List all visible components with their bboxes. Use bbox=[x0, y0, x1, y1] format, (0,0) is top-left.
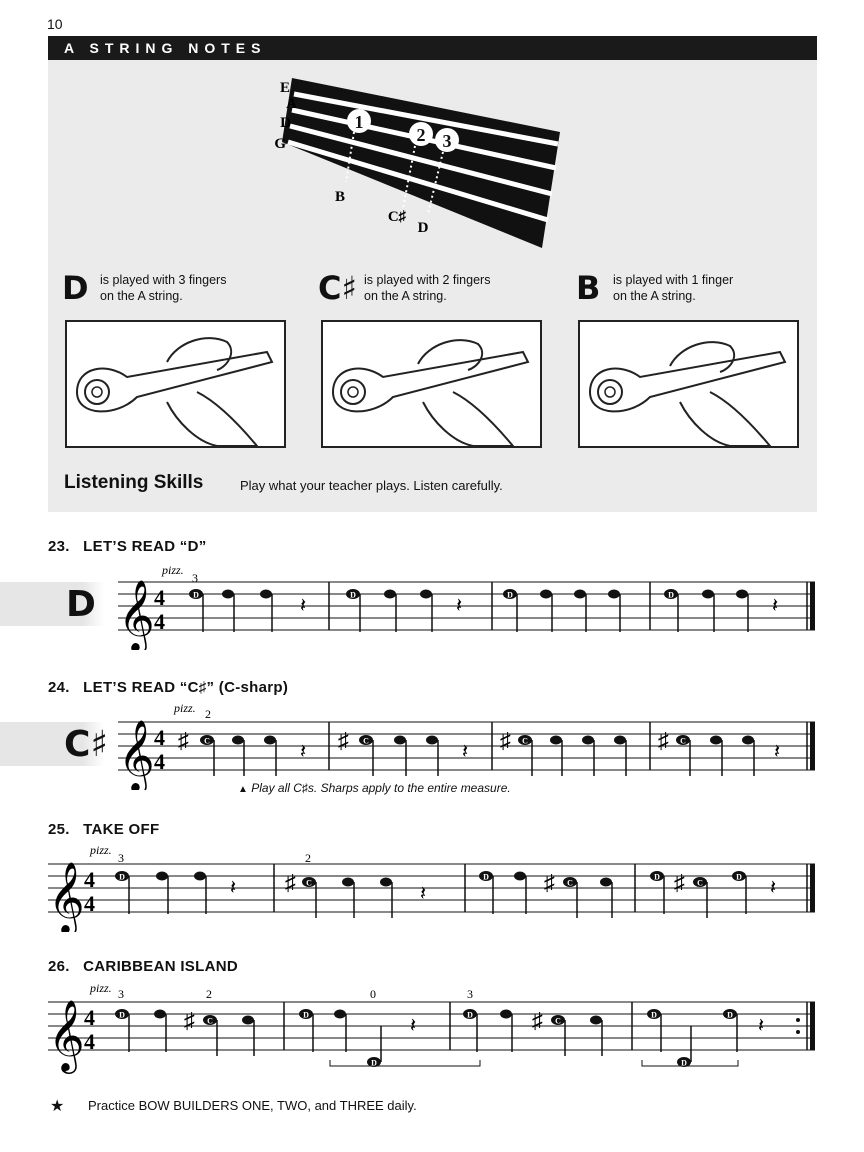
treble-clef: 𝄞 bbox=[118, 582, 155, 650]
string-label-d: D bbox=[280, 115, 291, 131]
section-banner: A STRING NOTES bbox=[48, 36, 817, 60]
svg-text:D: D bbox=[350, 590, 356, 600]
hand-position-illustration-b bbox=[578, 320, 799, 448]
pizz-marking: pizz. bbox=[162, 563, 184, 577]
svg-text:D: D bbox=[668, 590, 674, 600]
measures bbox=[189, 582, 815, 632]
svg-text:𝄽: 𝄽 bbox=[772, 595, 779, 617]
repeat-dot bbox=[796, 1030, 800, 1034]
finger-3-marker: 3 bbox=[442, 131, 452, 151]
note-head bbox=[189, 589, 778, 632]
listening-skills-text: Play what your teacher plays. Listen carefully. bbox=[240, 478, 503, 493]
note-label-d: D bbox=[417, 220, 429, 236]
svg-text:♯: ♯ bbox=[658, 728, 669, 753]
hand-position-illustration-c-sharp bbox=[321, 320, 542, 448]
staff-exercise-26 bbox=[40, 980, 820, 1075]
svg-text:♯: ♯ bbox=[544, 870, 555, 895]
svg-text:C: C bbox=[567, 878, 573, 888]
fingering-d-description: is played with 3 fingers on the A string. bbox=[100, 273, 227, 303]
svg-text:C: C bbox=[522, 736, 528, 746]
svg-text:𝄽: 𝄽 bbox=[758, 1015, 765, 1037]
staff-exercise-25 bbox=[40, 842, 820, 932]
svg-text:C: C bbox=[207, 1016, 213, 1026]
hand-position-illustration-d bbox=[65, 320, 286, 448]
page-number: 10 bbox=[47, 16, 63, 32]
treble-clef: 𝄞 bbox=[118, 722, 155, 790]
staff-exercise-23 bbox=[110, 560, 820, 650]
svg-text:♯: ♯ bbox=[674, 870, 685, 895]
treble-clef: 𝄞 bbox=[48, 864, 85, 932]
note-label-c-sharp: C♯ bbox=[387, 209, 407, 225]
time-signature-bottom: 4 bbox=[84, 1029, 95, 1054]
quarter-rest: 𝄽 bbox=[300, 595, 307, 617]
footer-note: Practice BOW BUILDERS ONE, TWO, and THREE daily. bbox=[88, 1098, 417, 1113]
fingering-d-letter: D bbox=[62, 269, 89, 307]
finger-1-marker: 1 bbox=[354, 112, 364, 132]
svg-text:𝄽: 𝄽 bbox=[774, 741, 781, 763]
time-signature-top: 4 bbox=[154, 585, 165, 610]
svg-text:D: D bbox=[483, 872, 489, 882]
svg-text:D: D bbox=[467, 1010, 473, 1020]
time-signature-top: 4 bbox=[154, 725, 165, 750]
fingering-b-letter: B bbox=[576, 269, 601, 307]
svg-text:♯: ♯ bbox=[500, 728, 511, 753]
finger-2-marker: 2 bbox=[416, 125, 426, 145]
svg-text:C: C bbox=[306, 878, 312, 888]
svg-text:C: C bbox=[555, 1016, 561, 1026]
svg-text:♯: ♯ bbox=[338, 728, 349, 753]
listening-skills-title: Listening Skills bbox=[64, 472, 204, 493]
fingering-mark: 2 bbox=[305, 851, 311, 865]
svg-text:D: D bbox=[119, 1010, 125, 1020]
svg-text:D: D bbox=[507, 590, 513, 600]
fingering-c-sharp-description: is played with 2 fingers on the A string. bbox=[364, 273, 491, 303]
fingering-mark: 3 bbox=[118, 851, 124, 865]
fingerboard-diagram bbox=[260, 70, 570, 250]
svg-text:C: C bbox=[697, 878, 703, 888]
fingering-mark: 3 bbox=[192, 571, 198, 585]
pizz-marking: pizz. bbox=[174, 701, 196, 715]
svg-text:D: D bbox=[371, 1058, 377, 1068]
exercise-23-title: 23. LET’S READ “D” bbox=[48, 538, 207, 555]
svg-text:D: D bbox=[651, 1010, 657, 1020]
svg-text:𝄽: 𝄽 bbox=[410, 1015, 417, 1037]
fingering-mark: 0 bbox=[370, 987, 376, 1001]
time-signature-top: 4 bbox=[84, 1005, 95, 1030]
exercise-24-title: 24. LET’S READ “C♯” (C-sharp) bbox=[48, 679, 289, 696]
svg-text:♯: ♯ bbox=[184, 1008, 195, 1033]
svg-text:𝄽: 𝄽 bbox=[462, 741, 469, 763]
pizz-marking: pizz. bbox=[90, 843, 112, 857]
svg-text:♯: ♯ bbox=[532, 1008, 543, 1033]
svg-text:C: C bbox=[204, 736, 210, 746]
svg-text:D: D bbox=[654, 872, 660, 882]
svg-text:♯: ♯ bbox=[285, 870, 296, 895]
svg-text:𝄽: 𝄽 bbox=[770, 877, 777, 899]
fingering-mark: 2 bbox=[205, 707, 211, 721]
svg-text:D: D bbox=[681, 1058, 687, 1068]
svg-text:𝄽: 𝄽 bbox=[420, 883, 427, 905]
time-signature-bottom: 4 bbox=[154, 609, 165, 634]
exercise-24-note: ▲ Play all C♯s. Sharps apply to the entire measure. bbox=[238, 781, 511, 795]
time-signature-top: 4 bbox=[84, 867, 95, 892]
time-signature-bottom: 4 bbox=[154, 749, 165, 774]
repeat-dot bbox=[796, 1018, 800, 1022]
svg-text:D: D bbox=[303, 1010, 309, 1020]
time-signature-bottom: 4 bbox=[84, 891, 95, 916]
fingering-mark: 3 bbox=[118, 987, 124, 1001]
fingering-b-description: is played with 1 finger on the A string. bbox=[613, 273, 734, 303]
svg-text:D: D bbox=[727, 1010, 733, 1020]
svg-text:𝄽: 𝄽 bbox=[456, 595, 463, 617]
star-icon: ★ bbox=[50, 1098, 65, 1115]
svg-text:𝄽: 𝄽 bbox=[230, 877, 237, 899]
fingering-mark: 2 bbox=[206, 987, 212, 1001]
exercise-25-title: 25. TAKE OFF bbox=[48, 821, 160, 838]
slur-brackets bbox=[330, 1060, 738, 1066]
staff-exercise-24 bbox=[110, 700, 820, 790]
fingering-mark: 3 bbox=[467, 987, 473, 1001]
svg-text:𝄽: 𝄽 bbox=[300, 741, 307, 763]
warning-icon: ▲ bbox=[238, 784, 248, 795]
note-tab-c-sharp-letter: C♯ bbox=[64, 724, 108, 765]
treble-clef: 𝄞 bbox=[48, 1002, 85, 1070]
pizz-marking: pizz. bbox=[90, 981, 112, 995]
string-label-a: A bbox=[286, 96, 297, 112]
svg-text:C: C bbox=[363, 736, 369, 746]
svg-text:D: D bbox=[193, 590, 199, 600]
note-tab-d-letter: D bbox=[66, 584, 96, 625]
svg-text:D: D bbox=[736, 872, 742, 882]
note-label-b: B bbox=[334, 189, 346, 205]
sharp-sign: ♯ bbox=[178, 728, 189, 753]
exercise-26-title: 26. CARIBBEAN ISLAND bbox=[48, 958, 238, 975]
fingering-c-sharp-letter: C♯ bbox=[318, 269, 357, 307]
svg-text:D: D bbox=[119, 872, 125, 882]
string-label-g: G bbox=[274, 136, 286, 152]
svg-text:C: C bbox=[680, 736, 686, 746]
string-label-e: E bbox=[279, 80, 290, 96]
